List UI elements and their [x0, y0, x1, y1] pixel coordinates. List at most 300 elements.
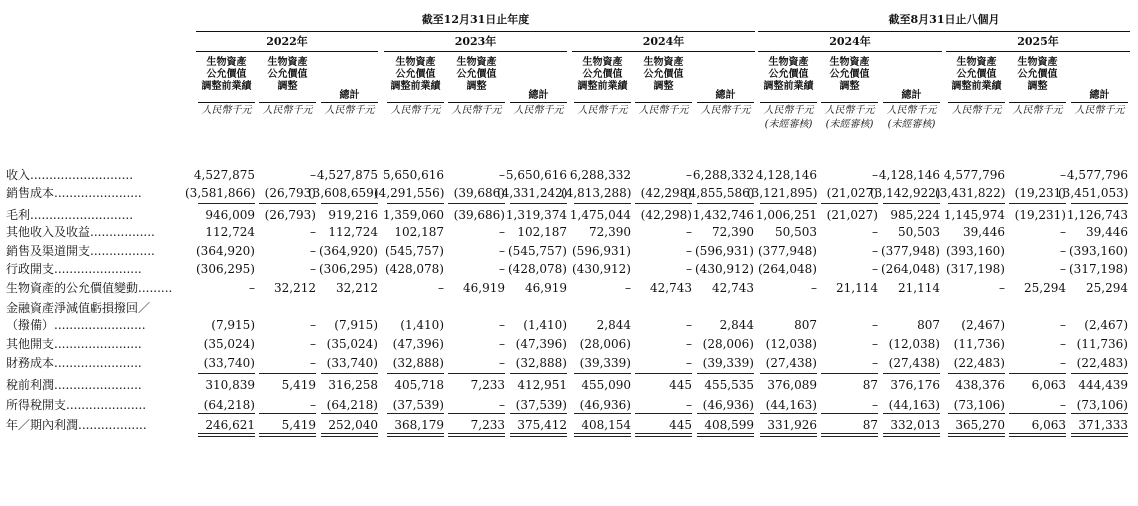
cell-other-income: 72,390: [589, 225, 631, 239]
cell-revenue: –: [1060, 168, 1066, 182]
cell-gross-profit: 1,359,060: [382, 208, 444, 222]
row-label-admin-expenses: [6, 262, 142, 276]
cell-profit-before-tax: 376,176: [890, 378, 940, 392]
row-label-text: 財務成本: [6, 356, 55, 370]
cell-finance-costs: –: [310, 356, 316, 370]
header-eight-months: 截至8月31日止八個月: [888, 13, 1000, 26]
cell-other-income: 72,390: [712, 225, 754, 239]
unit-label: 人民幣千元: [324, 105, 375, 116]
cell-finance-costs: (39,339): [702, 356, 754, 370]
cell-gross-profit: 919,216: [328, 208, 378, 222]
leader-dots: ...........................: [30, 168, 134, 182]
cell-cost-of-sales: (3,608,659): [308, 186, 379, 200]
cell-profit-for-period: 408,154: [581, 418, 631, 432]
cell-selling-expenses: –: [872, 244, 878, 258]
subtotal-rule: [259, 413, 316, 414]
cell-revenue: 4,527,875: [193, 168, 255, 182]
total-double-rule: [198, 436, 255, 437]
cell-selling-expenses: –: [310, 244, 316, 258]
col-header-pre-adjust: 公允價值: [582, 69, 623, 80]
col-header-total: 總計: [528, 90, 549, 101]
subtotal-rule: [510, 203, 567, 204]
rule-column-header: [510, 102, 567, 103]
leader-dots: ..................: [78, 418, 147, 432]
cell-other-expenses: (11,736): [953, 337, 1005, 351]
cell-other-expenses: (12,038): [765, 337, 817, 351]
cell-income-tax: (64,218): [203, 398, 255, 412]
cell-other-expenses: (28,006): [702, 337, 754, 351]
col-header-total: 總計: [901, 90, 922, 101]
rule-column-header: [448, 102, 505, 103]
subtotal-rule: [883, 373, 940, 374]
row-label-text: 所得稅開支: [6, 398, 67, 412]
cell-finance-costs: (27,438): [765, 356, 817, 370]
leader-dots: .................: [90, 225, 155, 239]
row-label-cost-of-sales: [6, 186, 142, 200]
cell-revenue: –: [872, 168, 878, 182]
cell-bio-fv-change: –: [811, 281, 817, 295]
unit-label: 人民幣千元: [390, 105, 441, 116]
col-header-fv-adjust: 生物資產: [1017, 57, 1058, 68]
cell-profit-before-tax: 6,063: [1031, 378, 1066, 392]
cell-profit-for-period: 408,599: [704, 418, 754, 432]
cell-bio-fv-change: 42,743: [650, 281, 692, 295]
row-label-text: 毛利: [6, 208, 31, 222]
total-double-rule: [259, 433, 316, 434]
cell-other-expenses: (28,006): [579, 337, 631, 351]
cell-other-expenses: –: [310, 337, 316, 351]
row-label-text: 年／期內利潤: [6, 418, 79, 432]
total-double-rule: [760, 436, 817, 437]
total-double-rule: [448, 436, 505, 437]
rule-year: [946, 51, 1130, 52]
leader-dots: .......................: [54, 378, 142, 392]
cell-impairment: –: [872, 318, 878, 332]
row-label-income-tax: [6, 398, 146, 412]
row-label-impairment-label: [6, 301, 150, 315]
cell-selling-expenses: (393,160): [1069, 244, 1128, 258]
leader-dots: .................: [90, 244, 155, 258]
cell-profit-for-period: 252,040: [328, 418, 378, 432]
col-header-pre-adjust: 生物資產: [768, 57, 809, 68]
cell-admin-expenses: –: [686, 262, 692, 276]
cell-profit-before-tax: 376,089: [767, 378, 817, 392]
subtotal-rule: [259, 373, 316, 374]
cell-other-expenses: (35,024): [326, 337, 378, 351]
cell-income-tax: –: [872, 398, 878, 412]
cell-other-expenses: –: [872, 337, 878, 351]
cell-bio-fv-change: –: [249, 281, 255, 295]
cell-profit-for-period: 7,233: [470, 418, 505, 432]
col-header-pre-adjust: 生物資產: [206, 57, 247, 68]
cell-other-expenses: (12,038): [888, 337, 940, 351]
total-double-rule: [883, 433, 940, 434]
col-header-fv-adjust: 調整: [466, 81, 487, 92]
cell-selling-expenses: (393,160): [946, 244, 1005, 258]
subtotal-rule: [448, 413, 505, 414]
cell-revenue: 6,288,332: [569, 168, 631, 182]
subtotal-rule: [387, 413, 444, 414]
rule-column-header: [697, 102, 754, 103]
rule-year: [572, 51, 755, 52]
cell-admin-expenses: (306,295): [196, 262, 255, 276]
total-double-rule: [948, 436, 1005, 437]
unit-label: 人民幣千元: [886, 105, 937, 116]
cell-impairment: (7,915): [211, 318, 255, 332]
leader-dots: ...........................: [30, 208, 134, 222]
total-double-rule: [387, 433, 444, 434]
cell-admin-expenses: –: [499, 262, 505, 276]
cell-profit-for-period: 87: [862, 418, 878, 432]
rule-column-header: [574, 102, 631, 103]
cell-cost-of-sales: (3,431,822): [935, 186, 1006, 200]
cell-profit-for-period: 331,926: [767, 418, 817, 432]
cell-profit-before-tax: 455,535: [704, 378, 754, 392]
cell-gross-profit: (39,686): [453, 208, 505, 222]
subtotal-rule: [387, 373, 444, 374]
cell-bio-fv-change: 21,114: [898, 281, 940, 295]
cell-other-expenses: –: [686, 337, 692, 351]
unit-label: 人民幣千元: [824, 105, 875, 116]
cell-cost-of-sales: (4,331,242): [497, 186, 568, 200]
rule-column-header: [1071, 102, 1128, 103]
cell-cost-of-sales: (19,231): [1014, 186, 1066, 200]
unit-label: 人民幣千元: [451, 105, 502, 116]
subtotal-rule: [321, 373, 378, 374]
col-header-fv-adjust: 調整: [1027, 81, 1048, 92]
unit-label: 人民幣千元: [1074, 105, 1125, 116]
subtotal-rule: [1009, 413, 1066, 414]
cell-finance-costs: (22,483): [1076, 356, 1128, 370]
cell-cost-of-sales: (4,855,586): [684, 186, 755, 200]
cell-gross-profit: 1,475,044: [569, 208, 631, 222]
cell-other-income: –: [872, 225, 878, 239]
cell-other-income: 102,187: [517, 225, 567, 239]
subtotal-rule: [321, 413, 378, 414]
cell-finance-costs: (33,740): [326, 356, 378, 370]
cell-income-tax: (46,936): [702, 398, 754, 412]
subtotal-rule: [760, 203, 817, 204]
unit-label: 人民幣千元: [262, 105, 313, 116]
total-double-rule: [321, 436, 378, 437]
rule-column-header: [883, 102, 940, 103]
cell-finance-costs: –: [1060, 356, 1066, 370]
total-double-rule: [1009, 433, 1066, 434]
col-header-pre-adjust: 調整前業績: [577, 81, 628, 92]
subtotal-rule: [510, 413, 567, 414]
cell-finance-costs: (22,483): [953, 356, 1005, 370]
row-label-finance-costs: [6, 356, 142, 370]
subtotal-rule: [574, 203, 631, 204]
col-header-fv-adjust: 生物資產: [267, 57, 308, 68]
cell-cost-of-sales: (3,581,866): [185, 186, 256, 200]
unit-label: 人民幣千元: [951, 105, 1002, 116]
cell-income-tax: –: [499, 398, 505, 412]
cell-cost-of-sales: (21,027): [826, 186, 878, 200]
cell-profit-before-tax: 316,258: [328, 378, 378, 392]
subtotal-rule: [1071, 373, 1128, 374]
header-year: 2025年: [1017, 35, 1059, 48]
col-header-pre-adjust: 調整前業績: [390, 81, 441, 92]
unaudited-label: (未經審核): [825, 119, 874, 130]
unit-label: 人民幣千元: [201, 105, 252, 116]
total-double-rule: [883, 436, 940, 437]
cell-impairment: –: [1060, 318, 1066, 332]
cell-profit-for-period: 371,333: [1078, 418, 1128, 432]
cell-revenue: 4,128,146: [755, 168, 817, 182]
row-label-text: 其他開支: [6, 337, 55, 351]
row-label-revenue: [6, 168, 133, 182]
rule-column-header: [821, 102, 878, 103]
subtotal-rule: [1009, 373, 1066, 374]
cell-cost-of-sales: (3,142,922): [870, 186, 941, 200]
cell-income-tax: (46,936): [579, 398, 631, 412]
cell-profit-before-tax: 412,951: [517, 378, 567, 392]
cell-profit-before-tax: 444,439: [1078, 378, 1128, 392]
col-header-pre-adjust: 公允價值: [206, 69, 247, 80]
rule-column-header: [1009, 102, 1066, 103]
cell-selling-expenses: (364,920): [319, 244, 378, 258]
cell-impairment: (7,915): [334, 318, 378, 332]
rule-column-header: [259, 102, 316, 103]
cell-bio-fv-change: 21,114: [836, 281, 878, 295]
rule-year: [196, 51, 378, 52]
cell-cost-of-sales: (3,121,895): [747, 186, 818, 200]
rule-column-header: [198, 102, 255, 103]
cell-gross-profit: (19,231): [1014, 208, 1066, 222]
cell-income-tax: (44,163): [888, 398, 940, 412]
cell-impairment: 807: [917, 318, 940, 332]
total-double-rule: [387, 436, 444, 437]
cell-bio-fv-change: 46,919: [525, 281, 567, 295]
row-label-profit-before-tax: [6, 378, 142, 392]
cell-finance-costs: –: [872, 356, 878, 370]
col-header-total: 總計: [1089, 90, 1110, 101]
cell-bio-fv-change: 46,919: [463, 281, 505, 295]
cell-profit-for-period: 445: [669, 418, 692, 432]
total-double-rule: [760, 433, 817, 434]
cell-profit-before-tax: 455,090: [581, 378, 631, 392]
cell-cost-of-sales: (3,451,053): [1058, 186, 1129, 200]
cell-impairment: (2,467): [1084, 318, 1128, 332]
cell-other-income: 39,446: [963, 225, 1005, 239]
row-label-text: （撥備）: [6, 318, 55, 332]
cell-bio-fv-change: 32,212: [274, 281, 316, 295]
total-double-rule: [1009, 436, 1066, 437]
header-year: 2022年: [266, 35, 308, 48]
subtotal-rule: [259, 203, 316, 204]
cell-other-expenses: (47,396): [392, 337, 444, 351]
rule-eight-months: [758, 31, 1130, 32]
row-label-text: 銷售成本: [6, 186, 55, 200]
cell-admin-expenses: (428,078): [385, 262, 444, 276]
col-header-pre-adjust: 調整前業績: [951, 81, 1002, 92]
cell-admin-expenses: (264,048): [758, 262, 817, 276]
cell-revenue: –: [310, 168, 316, 182]
subtotal-rule: [697, 203, 754, 204]
row-label-text: 行政開支: [6, 262, 55, 276]
cell-bio-fv-change: 25,294: [1024, 281, 1066, 295]
cell-impairment: (2,467): [961, 318, 1005, 332]
leader-dots: .........: [138, 281, 173, 295]
cell-other-income: –: [686, 225, 692, 239]
cell-income-tax: (44,163): [765, 398, 817, 412]
cell-income-tax: –: [686, 398, 692, 412]
rule-year: [384, 51, 567, 52]
cell-admin-expenses: –: [310, 262, 316, 276]
cell-admin-expenses: (264,048): [881, 262, 940, 276]
cell-impairment: 2,844: [596, 318, 631, 332]
cell-gross-profit: 985,224: [890, 208, 940, 222]
cell-other-expenses: (47,396): [515, 337, 567, 351]
cell-gross-profit: 1,319,374: [505, 208, 567, 222]
subtotal-rule: [635, 413, 692, 414]
cell-revenue: –: [686, 168, 692, 182]
header-year: 2024年: [829, 35, 871, 48]
cell-gross-profit: (21,027): [826, 208, 878, 222]
total-double-rule: [448, 433, 505, 434]
cell-revenue: 6,288,332: [692, 168, 754, 182]
col-header-fv-adjust: 生物資產: [829, 57, 870, 68]
col-header-fv-adjust: 公允價值: [829, 69, 870, 80]
subtotal-rule: [883, 413, 940, 414]
total-double-rule: [321, 433, 378, 434]
header-annual: 截至12月31日止年度: [421, 13, 530, 26]
total-double-rule: [1071, 436, 1128, 437]
col-header-fv-adjust: 公允價值: [1017, 69, 1058, 80]
row-label-text: 生物資產的公允價值變動: [6, 281, 139, 295]
rule-year: [758, 51, 942, 52]
total-double-rule: [510, 433, 567, 434]
cell-admin-expenses: (428,078): [508, 262, 567, 276]
cell-impairment: –: [686, 318, 692, 332]
cell-bio-fv-change: 42,743: [712, 281, 754, 295]
cell-revenue: 4,128,146: [878, 168, 940, 182]
subtotal-rule: [1071, 413, 1128, 414]
cell-profit-before-tax: 5,419: [281, 378, 316, 392]
cell-finance-costs: (32,888): [515, 356, 567, 370]
subtotal-rule: [821, 373, 878, 374]
cell-income-tax: –: [1060, 398, 1066, 412]
subtotal-rule: [635, 373, 692, 374]
cell-admin-expenses: (430,912): [695, 262, 754, 276]
cell-profit-for-period: 6,063: [1031, 418, 1066, 432]
cell-other-income: 112,724: [205, 225, 255, 239]
cell-admin-expenses: (306,295): [319, 262, 378, 276]
col-header-pre-adjust: 生物資產: [582, 57, 623, 68]
subtotal-rule: [448, 203, 505, 204]
cell-other-expenses: –: [499, 337, 505, 351]
col-header-total: 總計: [339, 90, 360, 101]
cell-admin-expenses: –: [872, 262, 878, 276]
cell-profit-for-period: 246,621: [205, 418, 255, 432]
col-header-fv-adjust: 公允價值: [267, 69, 308, 80]
cell-cost-of-sales: (4,291,556): [374, 186, 445, 200]
cell-selling-expenses: (596,931): [695, 244, 754, 258]
cell-impairment: –: [499, 318, 505, 332]
cell-admin-expenses: (317,198): [1069, 262, 1128, 276]
total-double-rule: [635, 433, 692, 434]
unit-label: 人民幣千元: [763, 105, 814, 116]
leader-dots: .......................: [54, 186, 142, 200]
subtotal-rule: [198, 413, 255, 414]
col-header-fv-adjust: 調整: [653, 81, 674, 92]
cell-other-income: 50,503: [775, 225, 817, 239]
col-header-pre-adjust: 調整前業績: [201, 81, 252, 92]
total-double-rule: [259, 436, 316, 437]
cell-bio-fv-change: 32,212: [336, 281, 378, 295]
col-header-fv-adjust: 生物資產: [456, 57, 497, 68]
total-double-rule: [510, 436, 567, 437]
cell-gross-profit: 1,145,974: [943, 208, 1005, 222]
cell-other-income: –: [1060, 225, 1066, 239]
cell-other-income: –: [499, 225, 505, 239]
cell-gross-profit: (42,298): [640, 208, 692, 222]
col-header-total: 總計: [715, 90, 736, 101]
cell-gross-profit: (26,793): [264, 208, 316, 222]
row-label-bio-fv-change: [6, 281, 172, 295]
cell-profit-for-period: 5,419: [281, 418, 316, 432]
col-header-fv-adjust: 公允價值: [456, 69, 497, 80]
cell-other-expenses: (11,736): [1076, 337, 1128, 351]
leader-dots: .......................: [54, 356, 142, 370]
total-double-rule: [821, 436, 878, 437]
cell-profit-before-tax: 310,839: [205, 378, 255, 392]
row-label-profit-for-period: [6, 418, 147, 432]
col-header-pre-adjust: 公允價值: [395, 69, 436, 80]
cell-selling-expenses: –: [686, 244, 692, 258]
cell-admin-expenses: (317,198): [946, 262, 1005, 276]
total-double-rule: [198, 433, 255, 434]
cell-profit-for-period: 368,179: [394, 418, 444, 432]
row-label-text: 金融資產淨減值虧損撥回／: [6, 301, 151, 315]
cell-selling-expenses: (377,948): [758, 244, 817, 258]
header-year: 2023年: [454, 35, 497, 48]
total-double-rule: [574, 436, 631, 437]
cell-bio-fv-change: 25,294: [1086, 281, 1128, 295]
cell-profit-before-tax: 7,233: [470, 378, 505, 392]
col-header-fv-adjust: 生物資產: [643, 57, 684, 68]
cell-other-income: 102,187: [394, 225, 444, 239]
cell-bio-fv-change: –: [625, 281, 631, 295]
cell-admin-expenses: (430,912): [572, 262, 631, 276]
row-label-selling-expenses: [6, 244, 155, 258]
subtotal-rule: [821, 413, 878, 414]
col-header-pre-adjust: 公允價值: [768, 69, 809, 80]
leader-dots: ........................: [54, 318, 146, 332]
subtotal-rule: [948, 413, 1005, 414]
cell-profit-before-tax: 87: [862, 378, 878, 392]
leader-dots: .......................: [54, 262, 142, 276]
unit-label: 人民幣千元: [513, 105, 564, 116]
row-label-text: 其他收入及收益: [6, 225, 91, 239]
cell-selling-expenses: (364,920): [196, 244, 255, 258]
cell-selling-expenses: (545,757): [508, 244, 567, 258]
cell-income-tax: (73,106): [953, 398, 1005, 412]
cell-income-tax: (37,539): [515, 398, 567, 412]
cell-impairment: –: [310, 318, 316, 332]
cell-finance-costs: –: [499, 356, 505, 370]
cell-admin-expenses: –: [1060, 262, 1066, 276]
cell-gross-profit: 1,126,743: [1066, 208, 1128, 222]
cell-cost-of-sales: (4,813,288): [561, 186, 632, 200]
unit-label: 人民幣千元: [1012, 105, 1063, 116]
unaudited-label: (未經審核): [764, 119, 813, 130]
cell-income-tax: (73,106): [1076, 398, 1128, 412]
subtotal-rule: [760, 373, 817, 374]
cell-finance-costs: (27,438): [888, 356, 940, 370]
cell-impairment: 807: [794, 318, 817, 332]
